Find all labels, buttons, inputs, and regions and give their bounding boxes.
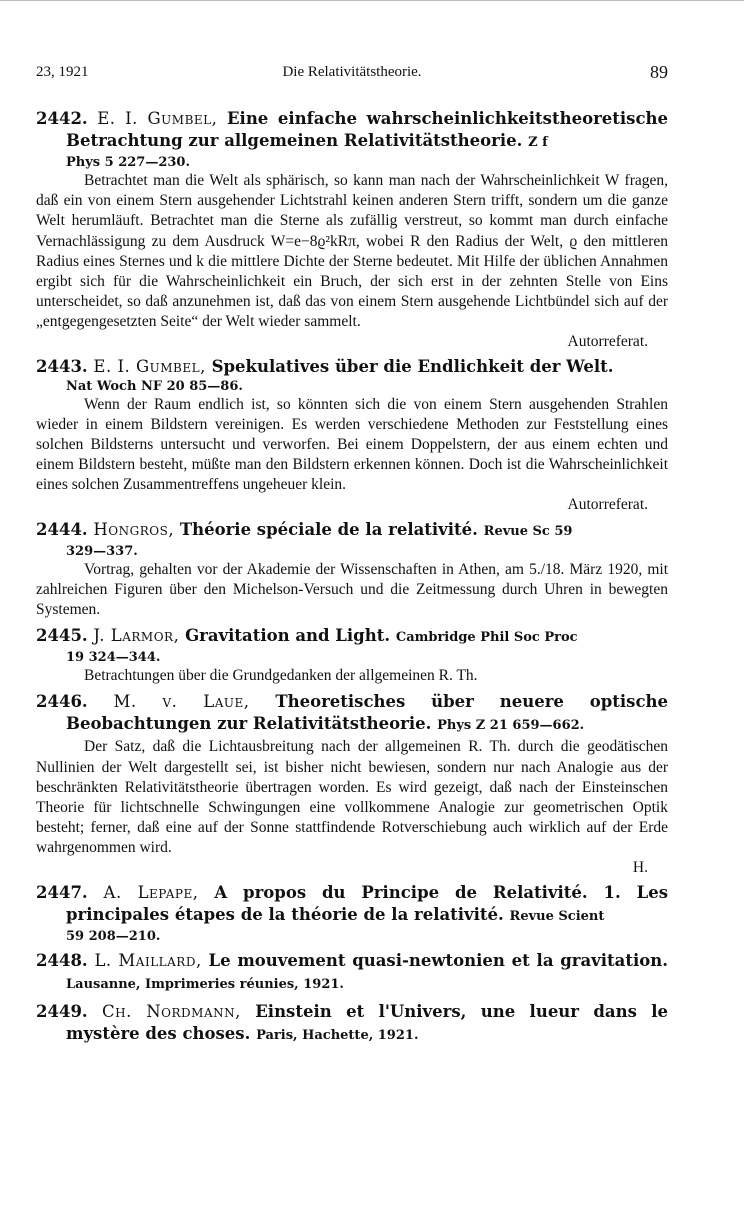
entry-title: Théorie spéciale de la relativité. [179,519,478,539]
entry-heading [36,691,668,737]
entry-abstract: Betrachtungen über die Grundgedanken der allgemeinen R. Th. [84,667,478,685]
entry-title: Theoretisches über neuere optische Beobachtungen zur Relativitätstheorie. [66,692,668,734]
entry-title: Le mouvement quasi-newtonien et la gravitation. [208,950,668,970]
entry-title: Gravitation and Light. [185,626,391,646]
entry-heading [36,882,668,928]
entry-signature: Autorreferat. [567,332,648,350]
entry-abstract: Betrachtet man die Welt als sphärisch, so kann man nach der Wahrscheinlichkeit W fragen, daß ein von einem Stern ausgehender Lichtstrahl keinen anderen Stern trifft, sondern um die ganze Welt herumläuft. Betrachtet man die Sterne als zufällig verstreut, so kommt man durch einfache Vernachlässigung zu dem Ausdruck W=e−8ϱ²kRπ, wobei R den Radius der Welt, ϱ den mittleren Radius eines Sternes und k die mittlere Dichte der Sterne bedeutet. Mit Hilfe der üblichen Annahmen ergibt sich für die Wahrscheinlichkeit ein Bruch, der sich erst in der zehnten Stelle von Eins unterscheidet, so daß anzunehmen ist, daß das von einem Stern ausgehende Lichtbündel sich auf der „entgegengesetzten Seite“ der Welt wieder sammelt. [36,172,668,331]
entry-source: 59 208—210. [66,928,161,944]
entry-heading [36,519,668,543]
entry-heading [36,950,668,996]
entry-source-inline: Revue Sc 59 [483,523,573,539]
entry-source-inline: Cambridge Phil Soc Proc [395,630,578,646]
entry-author: A. Lepape, [103,882,199,902]
entry-source: Phys 5 227—230. [66,155,190,170]
entry-number: 2447. [36,882,88,902]
entry-number: 2444. [36,519,88,539]
entry-number: 2449. [36,1001,88,1021]
entry-source-inline: Paris, Hachette, 1921. [256,1027,419,1043]
bibliography-entry [36,691,668,876]
entry-author: J. Larmor, [93,626,180,646]
entry-source-inline: Phys Z 21 659—662. [437,718,585,734]
header-section-title: Die Relativitätstheorie. [282,64,422,80]
entry-source: 19 324—344. [66,650,161,666]
entry-abstract: Wenn der Raum endlich ist, so könnten sich die von einem Stern ausgehenden Strahlen wieder in einem Bildstern vereinigen. Es werden verschiedene Methoden zur Feststellung eines solchen Bildsterns untersucht und verworfen. Bei einem Doppelstern, der aus einem echten und einem Bildstern besteht, müßte man den Bildstern erkennen können. Doch ist die Wahrscheinlichkeit eines solchen Zusammentreffens ungeheuer klein. [36,395,668,494]
entry-signature: Autorreferat. [567,495,648,513]
entry-number: 2443. [36,356,88,376]
entry-title: A propos du Principe de Relativité. 1. Les principales étapes de la théorie de la relativité. [66,882,668,924]
entry-source: Nat Woch NF 20 85—86. [66,378,243,394]
scan-edge-line [0,0,744,1]
entry-abstract: Vortrag, gehalten vor der Akademie der Wissenschaften in Athen, am 5./18. März 1920, mit zahlreichen Figuren über den Michelson-Versuch und die Zeitmessung durch Uhren in bewegten Systemen. [36,560,668,619]
bibliography-list [36,108,668,1052]
entry-author: E. I. Gumbel, [93,356,206,376]
entry-title: Einstein et l'Univers, une lueur dans le mystère des choses. [66,1001,668,1043]
bibliography-entry [36,356,668,514]
entry-source-inline: Revue Scient [509,908,605,924]
entry-abstract: Der Satz, daß die Lichtausbreitung nach der allgemeinen R. Th. durch die geodätischen Nullinien der Welt dargestellt sei, ist bisher nicht bewiesen, sondern nur nach Analogie aus der beschränkten Relativitätstheorie übertragen worden. Es wird gezeigt, daß nach der Einsteinschen Theorie für lichtschnelle Schwingungen eine vollkommene Analogie zur geometrischen Optik besteht; ferner, daß eine auf der Sonne stattfindende Rotverschiebung auch wirklich auf der Erde wahrgenommen wird. [36,738,668,857]
entry-author: E. I. Gumbel, [97,109,218,128]
entry-source-inline: Lausanne, Imprimeries réunies, 1921. [66,976,344,992]
entry-heading [36,356,668,378]
entry-author: M. v. Laue, [113,692,250,712]
entry-number: 2442. [36,109,88,128]
entry-author: L. Maillard, [94,950,202,970]
entry-heading [36,625,668,649]
bibliography-entry [36,882,668,945]
bibliography-entry [36,519,668,621]
entry-number: 2446. [36,692,88,712]
entry-title: Spekulatives über die Endlichkeit der Welt. [211,356,614,376]
entry-signature: H. [632,858,648,876]
entry-author: Ch. Nordmann, [102,1001,241,1021]
entry-source-inline: Z f [528,135,548,150]
bibliography-entry [36,625,668,686]
bibliography-entry [36,1001,668,1047]
page-number: 89 [650,62,668,82]
entry-heading [36,108,668,154]
entry-heading [36,1001,668,1047]
bibliography-entry [36,108,668,351]
entry-number: 2448. [36,950,88,970]
header-volume-year: 23, 1921 [36,64,89,80]
entry-source: 329—337. [66,543,138,559]
running-header [36,64,668,88]
entry-number: 2445. [36,626,88,646]
entry-title: Eine einfache wahrscheinlichkeitstheoretische Betrachtung zur allgemeinen Relativitätstheorie. [66,109,668,150]
entry-author: Hongros, [93,519,175,539]
bibliography-entry [36,950,668,996]
